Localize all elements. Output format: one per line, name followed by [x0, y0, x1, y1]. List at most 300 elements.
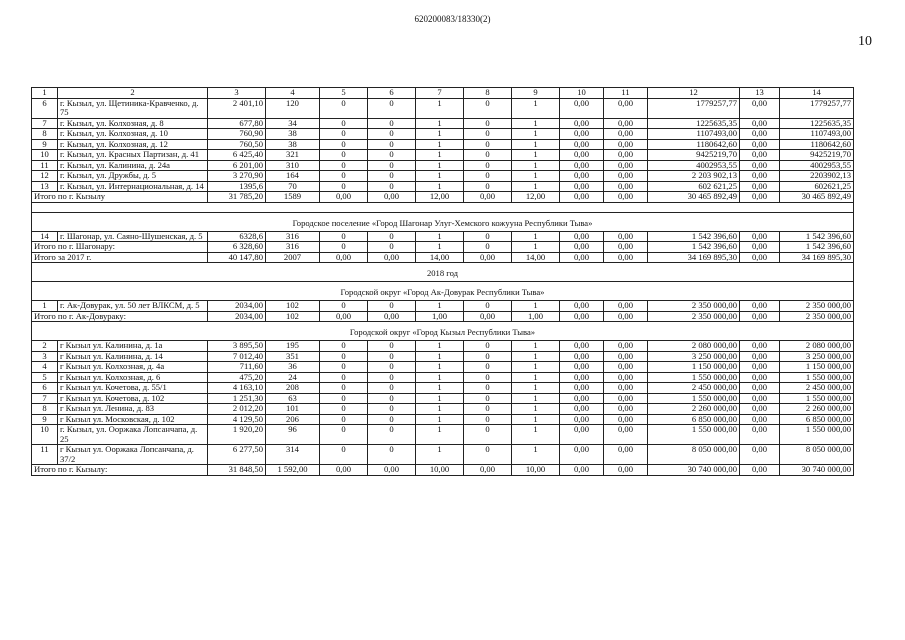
table-cell: 2 203 902,13: [648, 171, 740, 182]
total-cell: 0,00: [604, 252, 648, 263]
table-row: [32, 351, 854, 362]
table-cell: 0,00: [604, 341, 648, 352]
table-cell: 316: [266, 231, 320, 242]
table-cell: 14: [32, 231, 58, 242]
table-cell: 1: [512, 445, 560, 465]
table-cell: 1107493,00: [648, 129, 740, 140]
table-cell: 4: [32, 362, 58, 373]
total-cell: 14,00: [512, 252, 560, 263]
table-cell: 4 163,10: [208, 383, 266, 394]
total-cell: 34 169 895,30: [648, 252, 740, 263]
table-cell: 0: [464, 351, 512, 362]
table-cell: 0,00: [560, 98, 604, 118]
table-cell: 0,00: [740, 129, 780, 140]
table-cell: 2 401,10: [208, 98, 266, 118]
total-cell: 12,00: [512, 192, 560, 203]
table-cell: 0: [464, 150, 512, 161]
table-cell: 0: [368, 171, 416, 182]
table-cell: 2 080 000,00: [648, 341, 740, 352]
table-cell: 602 621,25: [648, 181, 740, 192]
table-cell: 0: [368, 150, 416, 161]
table-cell: 1: [512, 150, 560, 161]
table-cell: 0: [320, 445, 368, 465]
table-cell: 0: [320, 160, 368, 171]
table-cell: 1: [512, 139, 560, 150]
table-cell: 4 129,50: [208, 414, 266, 425]
total-label: Итого по г. Шагонару:: [32, 242, 208, 253]
table-cell: 1: [416, 445, 464, 465]
table-cell: 1 550 000,00: [780, 393, 854, 404]
table-cell: 1: [416, 404, 464, 415]
table-row: [32, 414, 854, 425]
table-cell: 6: [32, 383, 58, 394]
blank-cell: [32, 202, 854, 212]
total-cell: 1: [512, 242, 560, 253]
table-cell: 0,00: [740, 139, 780, 150]
table-cell: 0,00: [560, 301, 604, 312]
table-cell: 1779257,77: [780, 98, 854, 118]
table-cell: 1: [512, 118, 560, 129]
table-cell: 0: [368, 231, 416, 242]
table-cell: 321: [266, 150, 320, 161]
address-cell: г. Ак-Довурак, ул. 50 лет ВЛКСМ, д. 5: [58, 301, 208, 312]
total-cell: 0,00: [464, 252, 512, 263]
total-cell: 2 350 000,00: [648, 311, 740, 322]
table-cell: 0,00: [560, 150, 604, 161]
table-cell: 1 550 000,00: [780, 372, 854, 383]
table-cell: 1 550 000,00: [780, 425, 854, 445]
table-cell: 0,00: [604, 171, 648, 182]
table-cell: 1: [416, 341, 464, 352]
table-cell: 1 150 000,00: [648, 362, 740, 373]
table-cell: 2 012,20: [208, 404, 266, 415]
table-cell: 0,00: [740, 160, 780, 171]
table-cell: 24: [266, 372, 320, 383]
column-number: 7: [416, 88, 464, 99]
table-cell: 0,00: [740, 341, 780, 352]
column-number: 11: [604, 88, 648, 99]
address-cell: г Кызыл ул. Колхозная, д. 6: [58, 372, 208, 383]
table-cell: 0,00: [604, 301, 648, 312]
total-cell: 2007: [266, 252, 320, 263]
table-cell: 0,00: [740, 118, 780, 129]
table-cell: 0: [320, 171, 368, 182]
table-cell: 310: [266, 160, 320, 171]
table-cell: 0: [464, 393, 512, 404]
table-cell: 7: [32, 393, 58, 404]
column-number: 3: [208, 88, 266, 99]
table-cell: 0,00: [560, 445, 604, 465]
table-cell: 0: [464, 372, 512, 383]
table-cell: 0,00: [604, 404, 648, 415]
address-cell: г. Кызыл, ул. Колхозная, д. 12: [58, 139, 208, 150]
table-cell: 0,00: [740, 171, 780, 182]
table-cell: 0: [320, 118, 368, 129]
table-cell: 101: [266, 404, 320, 415]
address-cell: г. Кызыл, ул. Колхозная, д. 8: [58, 118, 208, 129]
table-cell: 0,00: [560, 362, 604, 373]
table-cell: 1: [416, 181, 464, 192]
total-cell: 0,00: [464, 465, 512, 476]
column-number: 10: [560, 88, 604, 99]
table-cell: 0,00: [604, 383, 648, 394]
total-cell: 1,00: [512, 311, 560, 322]
table-cell: 38: [266, 129, 320, 140]
table-cell: 0: [320, 129, 368, 140]
table-cell: 8: [32, 404, 58, 415]
table-cell: 0: [368, 301, 416, 312]
table-cell: 0,00: [560, 160, 604, 171]
table-row: [32, 98, 854, 118]
total-cell: 30 740 000,00: [648, 465, 740, 476]
table-cell: 0,00: [604, 118, 648, 129]
table-row: [32, 383, 854, 394]
table-cell: 6: [32, 98, 58, 118]
total-cell: 0,00: [320, 465, 368, 476]
total-cell: 1: [416, 242, 464, 253]
table-cell: 1 550 000,00: [648, 372, 740, 383]
address-cell: г Кызыл ул. Ленина, д. 83: [58, 404, 208, 415]
table-cell: 1 550 000,00: [648, 393, 740, 404]
address-cell: г. Кызыл, ул. Дружбы, д. 5: [58, 171, 208, 182]
table-cell: 8: [32, 129, 58, 140]
table-cell: 0: [368, 160, 416, 171]
table-cell: 1 251,30: [208, 393, 266, 404]
total-cell: 12,00: [416, 192, 464, 203]
address-cell: г. Кызыл, ул. Красных Партизан, д. 41: [58, 150, 208, 161]
header-row: [32, 88, 854, 99]
section-heading: 2018 год: [32, 263, 854, 282]
table-cell: 0,00: [740, 414, 780, 425]
column-number: 5: [320, 88, 368, 99]
table-row: [32, 341, 854, 352]
table-row: [32, 118, 854, 129]
address-cell: г Кызыл ул. Кочетова, д. 102: [58, 393, 208, 404]
table-cell: 0: [464, 341, 512, 352]
table-cell: 0: [464, 171, 512, 182]
total-cell: 1589: [266, 192, 320, 203]
table-cell: 0: [368, 341, 416, 352]
total-cell: 0,00: [320, 192, 368, 203]
table-cell: 2 350 000,00: [780, 301, 854, 312]
table-cell: 1: [512, 160, 560, 171]
table-cell: 102: [266, 301, 320, 312]
total-cell: 0,00: [560, 252, 604, 263]
table-cell: 11: [32, 160, 58, 171]
total-row: [32, 252, 854, 263]
table-cell: 1: [512, 181, 560, 192]
table-cell: 10: [32, 150, 58, 161]
table-cell: 0,00: [740, 383, 780, 394]
table-cell: 0: [320, 362, 368, 373]
address-cell: г Кызыл ул. Калинина, д. 1а: [58, 341, 208, 352]
table-cell: 2203902,13: [780, 171, 854, 182]
table-cell: 1 542 396,60: [780, 231, 854, 242]
table-cell: 0,00: [740, 393, 780, 404]
table-cell: 0,00: [560, 372, 604, 383]
table-cell: 1225635,35: [780, 118, 854, 129]
table-row: [32, 301, 854, 312]
table-cell: 208: [266, 383, 320, 394]
table-cell: 1: [512, 425, 560, 445]
total-cell: 6 328,60: [208, 242, 266, 253]
total-cell: 1 592,00: [266, 465, 320, 476]
table-cell: 38: [266, 139, 320, 150]
table-cell: 0,00: [604, 139, 648, 150]
table-cell: 7 012,40: [208, 351, 266, 362]
address-cell: г. Кызыл, ул. Ооржака Лопсанчапа, д. 25: [58, 425, 208, 445]
table-cell: 0: [464, 118, 512, 129]
table-row: [32, 139, 854, 150]
table-cell: 1: [416, 98, 464, 118]
table-cell: 195: [266, 341, 320, 352]
table-cell: 0: [464, 139, 512, 150]
table-cell: 10: [32, 425, 58, 445]
table-cell: 0: [320, 414, 368, 425]
total-cell: 0,00: [368, 252, 416, 263]
table-row: [32, 150, 854, 161]
table-cell: 1: [512, 231, 560, 242]
table-cell: 0: [368, 129, 416, 140]
table-cell: 0,00: [740, 425, 780, 445]
column-number: 8: [464, 88, 512, 99]
table-row: [32, 404, 854, 415]
table-cell: 1: [512, 372, 560, 383]
table-cell: 0,00: [604, 445, 648, 465]
table-cell: 1107493,00: [780, 129, 854, 140]
table-cell: 1: [416, 393, 464, 404]
table-cell: 1: [512, 341, 560, 352]
table-cell: 1: [512, 301, 560, 312]
total-cell: 30 465 892,49: [648, 192, 740, 203]
table-cell: 206: [266, 414, 320, 425]
table-cell: 0: [464, 160, 512, 171]
table-cell: 1 542 396,60: [648, 231, 740, 242]
table-cell: 0,00: [560, 393, 604, 404]
table-cell: 0: [464, 445, 512, 465]
total-cell: 0,00: [740, 192, 780, 203]
table-cell: 1: [512, 98, 560, 118]
table-cell: 0: [368, 372, 416, 383]
total-row: [32, 311, 854, 322]
address-cell: г Кызыл ул. Московская, д. 102: [58, 414, 208, 425]
table-cell: 2 080 000,00: [780, 341, 854, 352]
table-cell: 6 201,00: [208, 160, 266, 171]
column-number: 12: [648, 88, 740, 99]
table-cell: 1: [512, 171, 560, 182]
table-row: [32, 231, 854, 242]
total-cell: 0,00: [740, 465, 780, 476]
table-cell: 602621,25: [780, 181, 854, 192]
total-cell: 31 785,20: [208, 192, 266, 203]
table-row: [32, 393, 854, 404]
table-cell: 1395,6: [208, 181, 266, 192]
table-cell: 677,80: [208, 118, 266, 129]
table-cell: 351: [266, 351, 320, 362]
total-row: [32, 242, 854, 253]
total-cell: 102: [266, 311, 320, 322]
column-number: 14: [780, 88, 854, 99]
table-cell: 760,90: [208, 129, 266, 140]
total-cell: 0,00: [464, 311, 512, 322]
table-cell: 1: [32, 301, 58, 312]
table-cell: 4002953,55: [648, 160, 740, 171]
table-cell: 0,00: [604, 150, 648, 161]
total-cell: 0,00: [560, 465, 604, 476]
table-cell: 0,00: [740, 445, 780, 465]
table-cell: 0: [320, 139, 368, 150]
table-cell: 1: [416, 150, 464, 161]
column-number: 13: [740, 88, 780, 99]
total-cell: 1 542 396,60: [648, 242, 740, 253]
total-cell: 0,00: [604, 465, 648, 476]
table-cell: 0: [464, 362, 512, 373]
table-cell: 0: [464, 129, 512, 140]
address-cell: г. Кызыл, ул. Интернациональная, д. 14: [58, 181, 208, 192]
table-cell: 0,00: [740, 404, 780, 415]
section-heading-row: [32, 282, 854, 301]
section-heading-row: [32, 212, 854, 231]
table-row: [32, 171, 854, 182]
table-cell: 36: [266, 362, 320, 373]
table-cell: 0: [464, 425, 512, 445]
table-cell: 1: [512, 404, 560, 415]
table-cell: 34: [266, 118, 320, 129]
table-cell: 11: [32, 445, 58, 465]
table-cell: 9: [32, 139, 58, 150]
column-number: 9: [512, 88, 560, 99]
table-cell: 0: [464, 383, 512, 394]
address-cell: г Кызыл ул. Колхозная, д. 4а: [58, 362, 208, 373]
total-label: Итого по г. Ак-Довураку:: [32, 311, 208, 322]
table-cell: 2034,00: [208, 301, 266, 312]
table-cell: 1 550 000,00: [648, 425, 740, 445]
table-cell: 314: [266, 445, 320, 465]
table-cell: 3 270,90: [208, 171, 266, 182]
table-cell: 0,00: [604, 393, 648, 404]
table-cell: 96: [266, 425, 320, 445]
column-number: 4: [266, 88, 320, 99]
table-cell: 0,00: [560, 351, 604, 362]
table-cell: 0: [464, 98, 512, 118]
column-number: 6: [368, 88, 416, 99]
total-cell: 0,00: [368, 465, 416, 476]
total-cell: 316: [266, 242, 320, 253]
blank-row: [32, 202, 854, 212]
total-cell: 0,00: [604, 311, 648, 322]
table-cell: 0,00: [560, 231, 604, 242]
table-cell: 6 850 000,00: [648, 414, 740, 425]
table-cell: 2 350 000,00: [648, 301, 740, 312]
table-row: [32, 445, 854, 465]
table-cell: 0,00: [740, 150, 780, 161]
total-cell: 2 350 000,00: [780, 311, 854, 322]
table-cell: 0,00: [604, 414, 648, 425]
table-cell: 0: [464, 301, 512, 312]
table-cell: 760,50: [208, 139, 266, 150]
section-heading: Городской округ «Город Ак-Довурак Республики Тыва»: [32, 282, 854, 301]
table-cell: 2 450 000,00: [780, 383, 854, 394]
table-cell: 70: [266, 181, 320, 192]
total-cell: 0,00: [604, 192, 648, 203]
address-cell: г. Кызыл, ул. Калинина, д. 24а: [58, 160, 208, 171]
table-cell: 0: [320, 341, 368, 352]
table-cell: 6 850 000,00: [780, 414, 854, 425]
table-cell: 3 250 000,00: [780, 351, 854, 362]
table-cell: 8 050 000,00: [648, 445, 740, 465]
total-cell: 0,00: [368, 192, 416, 203]
address-cell: г Кызыл ул. Калинина, д. 14: [58, 351, 208, 362]
table-cell: 1: [512, 362, 560, 373]
table-cell: 8 050 000,00: [780, 445, 854, 465]
table-cell: 0,00: [560, 341, 604, 352]
address-cell: г. Кызыл, ул. Щетиника-Кравченко, д. 75: [58, 98, 208, 118]
table-cell: 0,00: [560, 181, 604, 192]
table-cell: 0,00: [604, 372, 648, 383]
table-cell: 1: [512, 393, 560, 404]
table-cell: 0: [464, 404, 512, 415]
table-cell: 0: [368, 445, 416, 465]
table-cell: 1180642,60: [780, 139, 854, 150]
table-cell: 0,00: [740, 362, 780, 373]
total-cell: 10,00: [416, 465, 464, 476]
total-cell: 0,00: [560, 242, 604, 253]
table-cell: 120: [266, 98, 320, 118]
table-cell: 0: [464, 181, 512, 192]
table-cell: 0: [320, 301, 368, 312]
total-cell: 2034,00: [208, 311, 266, 322]
table-cell: 0,00: [560, 139, 604, 150]
table-cell: 1: [512, 414, 560, 425]
table-cell: 1: [416, 301, 464, 312]
table-row: [32, 425, 854, 445]
table-row: [32, 129, 854, 140]
total-cell: 0,00: [560, 311, 604, 322]
table-row: [32, 160, 854, 171]
table-cell: 0: [368, 425, 416, 445]
table-cell: 711,60: [208, 362, 266, 373]
total-cell: 31 848,50: [208, 465, 266, 476]
table-cell: 1: [416, 129, 464, 140]
table-cell: 1: [512, 129, 560, 140]
table-cell: 0,00: [740, 301, 780, 312]
section-heading-row: [32, 263, 854, 282]
table-cell: 0,00: [560, 171, 604, 182]
table-cell: 0,00: [740, 351, 780, 362]
table-cell: 0,00: [604, 160, 648, 171]
total-cell: 0,00: [368, 311, 416, 322]
table-cell: 0: [464, 231, 512, 242]
table-cell: 0: [368, 404, 416, 415]
table-cell: 0,00: [740, 98, 780, 118]
address-cell: г. Шагонар, ул. Саяно-Шушенская, д. 5: [58, 231, 208, 242]
table-cell: 6 277,50: [208, 445, 266, 465]
table-cell: 0: [320, 383, 368, 394]
table-cell: 1: [416, 372, 464, 383]
table-cell: 0,00: [560, 129, 604, 140]
table-cell: 6328,6: [208, 231, 266, 242]
total-cell: 0,00: [604, 242, 648, 253]
table-cell: 0,00: [740, 181, 780, 192]
table-cell: 0: [320, 425, 368, 445]
table-cell: 164: [266, 171, 320, 182]
table-cell: 0,00: [560, 118, 604, 129]
total-cell: 0: [464, 242, 512, 253]
table-cell: 0: [320, 181, 368, 192]
table-cell: 1: [416, 118, 464, 129]
table-cell: 3: [32, 351, 58, 362]
total-cell: 1 542 396,60: [780, 242, 854, 253]
